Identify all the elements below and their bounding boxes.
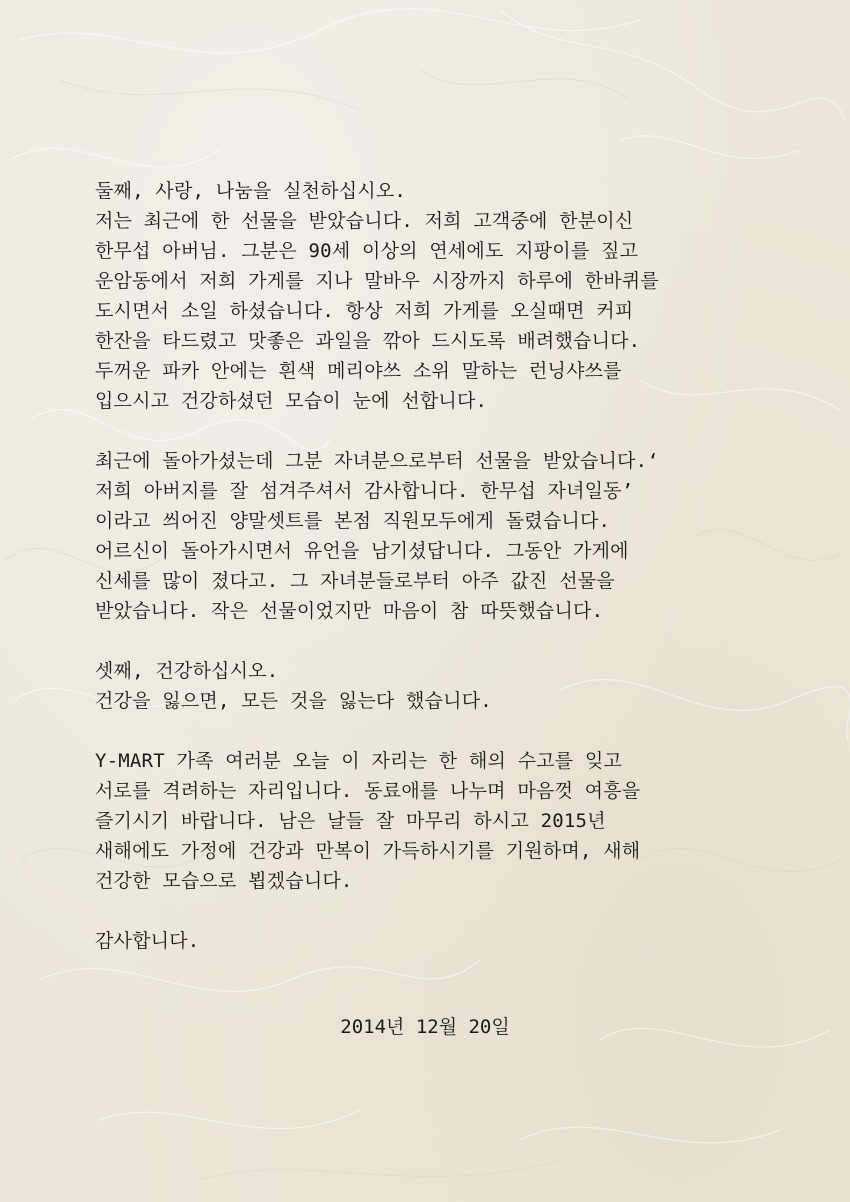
paragraph-love-sharing (95, 176, 755, 416)
text-line: 두꺼운 파카 안에는 흰색 메리야쓰 소위 말하는 런닝샤쓰를 (95, 360, 622, 382)
paragraph-gift-story (95, 446, 755, 626)
text-line: 저희 아버지를 잘 섬겨주셔서 감사합니다. 한무섭 자녀일동’ (95, 480, 634, 502)
text-line: 셋째, 건강하십시오. (95, 660, 279, 682)
text-line: 입으시고 건강하셨던 모습이 눈에 선합니다. (95, 390, 488, 412)
text-line: 저는 최근에 한 선물을 받았습니다. 저희 고객중에 한분이신 (95, 210, 634, 232)
text-line: 도시면서 소일 하셨습니다. 항상 저희 가게를 오실때면 커피 (95, 300, 634, 322)
text-line: 즐기시기 바랍니다. 남은 날들 잘 마무리 하시고 2015년 (95, 810, 606, 832)
paragraph-health (95, 656, 755, 716)
text-line: 건강을 잃으면, 모든 것을 잃는다 했습니다. (95, 690, 492, 712)
text-line: Y-MART 가족 여러분 오늘 이 자리는 한 해의 수고를 잊고 (95, 750, 623, 772)
text-line: 운암동에서 저희 가게를 지나 말바우 시장까지 하루에 한바퀴를 (95, 270, 659, 292)
text-line: 최근에 돌아가셨는데 그분 자녀분으로부터 선물을 받았습니다.‘ (95, 450, 659, 472)
letter-date: 2014년 12월 20일 (340, 1016, 510, 1038)
paragraph-ymart-family (95, 746, 755, 896)
letter-body (95, 176, 755, 986)
text-line: 둘째, 사랑, 나눔을 실천하십시오. (95, 180, 407, 202)
text-line: 신세를 많이 졌다고. 그 자녀분들로부터 아주 값진 선물을 (95, 570, 615, 592)
closing-text: 감사합니다. (95, 930, 200, 952)
text-line: 어르신이 돌아가시면서 유언을 남기셨답니다. 그동안 가게에 (95, 540, 629, 562)
text-line: 이라고 씌어진 양말셋트를 본점 직원모두에게 돌렸습니다. (95, 510, 611, 532)
text-line: 받았습니다. 작은 선물이었지만 마음이 참 따뜻했습니다. (95, 600, 604, 622)
text-line: 서로를 격려하는 자리입니다. 동료애를 나누며 마음껏 여흥을 (95, 780, 641, 802)
text-line: 건강한 모습으로 뵙겠습니다. (95, 870, 353, 892)
text-line: 새해에도 가정에 건강과 만복이 가득하시기를 기원하며, 새해 (95, 840, 641, 862)
text-line: 한잔을 타드렸고 맛좋은 과일을 깎아 드시도록 배려했습니다. (95, 330, 641, 352)
closing-thanks (95, 926, 755, 956)
text-line: 한무섭 아버님. 그분은 90세 이상의 연세에도 지팡이를 짚고 (95, 240, 639, 262)
